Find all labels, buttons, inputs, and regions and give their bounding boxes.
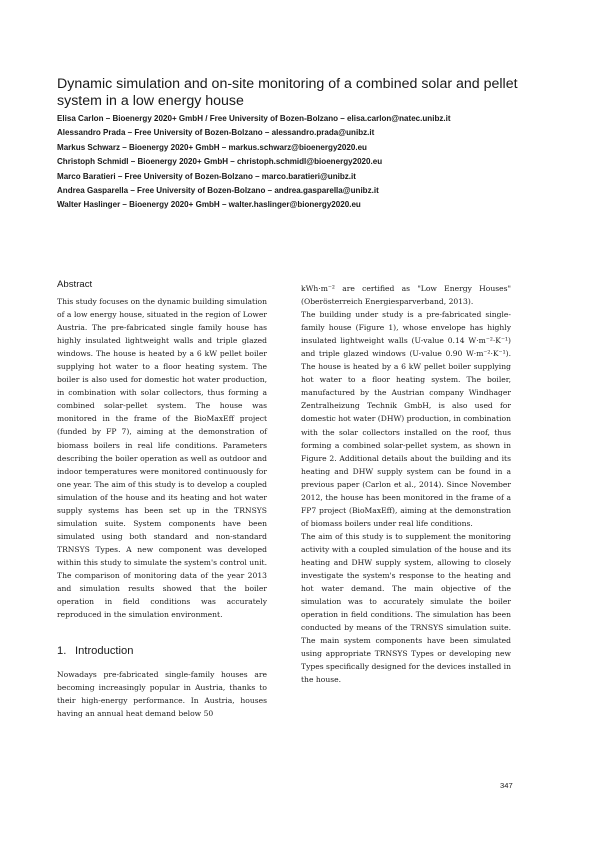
paragraph: The aim of this study is to supplement the monitoring activity with a coupled simulation of the house and its heating and DHW supply system, allowing to closely investigate the system's response to the heating and hot water demand. The main objective of the simulation was to accurately simulate the boiler operation in field conditions. The simulation has been conducted by means of the TRNSYS simulation suite. The main system components have been simulated using appropriate TRNSYS Types or developing new Types specifically designed for the devices installed in the house.	[301, 531, 511, 685]
section-number: 1.	[57, 645, 67, 657]
author-line: Christoph Schmidl – Bioenergy 2020+ GmbH – christoph.schmidl@bioenergy2020.eu	[57, 157, 383, 167]
author-line: Alessandro Prada – Free University of Bozen-Bolzano – alessandro.prada@unibz.it	[57, 128, 375, 138]
introduction-text: Nowadays pre-fabricated single-family houses are becoming increasingly popular in Austria, thanks to their high-energy performance. In Austria, houses having an annual heat demand below 50	[57, 670, 267, 719]
author-line: Walter Haslinger – Bioenergy 2020+ GmbH – walter.haslinger@bionergy2020.eu	[57, 200, 361, 210]
paragraph: The building under study is a pre-fabricated single-family house (Figure 1), whose envelope has highly insulated lightweight walls (U-value 0.14 W·m⁻²·K⁻¹) and triple glazed windows (U-value 0.90 W·m⁻²·K⁻¹). The house is heated by a 6 kW pellet boiler supplying hot water to a floor heating system. The boiler, manufactured by the Austrian company Windhager Zentralheizung Technik GmbH, is also used for domestic hot water (DHW) production, in combination with the solar collectors installed on the roof, thus forming a combined solar-pellet system, as shown in Figure 2. Additional details about the building and its heating and DHW supply system can be found in a previous paper (Carlon et al., 2014). Since November 2012, the house has been monitored in the frame of a FP7 project (BioMaxEff), aiming at the demonstration of biomass boilers under real life conditions.	[301, 310, 511, 528]
section-title: Introduction	[75, 645, 134, 657]
abstract-text: This study focuses on the dynamic building simulation of a low energy house, situated in the region of Lower Austria. The pre-fabricated single family house has highly insulated lightweight walls and triple glazed windows. The house is heated by a 6 kW pellet boiler supplying hot water to a floor heating system. The boiler is also used for domestic hot water production, in combination with solar collectors, thus forming a combined solar-pellet system. The house was monitored in the frame of the BioMaxEff project (funded by FP 7), aiming at the demonstration of biomass boilers in real life conditions. Parameters describing the boiler operation as well as outdoor and indoor temperatures were monitored continuously for one year. The aim of this study is to develop a coupled simulation of the house and its heating and hot water supply systems has been set up in the TRNSYS simulation suite. System components have been simulated using both standard and non-standard TRNSYS Types. A new component was developed within this study to simulate the system's control unit. The comparison of monitoring data of the year 2013 and simulation results showed that the boiler operation in field conditions was accurately reproduced in the simulation environment.	[57, 297, 267, 620]
page-number: 347	[500, 781, 513, 790]
author-line: Marco Baratieri – Free University of Bozen-Bolzano – marco.baratieri@unibz.it	[57, 171, 356, 181]
right-column	[301, 282, 511, 686]
paper-title: Dynamic simulation and on-site monitoring of a combined solar and pellet system in a low energy house	[57, 76, 518, 109]
author-list	[57, 112, 547, 213]
left-column	[57, 278, 267, 621]
introduction-text-block	[57, 668, 267, 720]
abstract-heading: Abstract	[57, 279, 93, 290]
author-line: Andrea Gasparella – Free University of Bozen-Bolzano – andrea.gasparella@unibz.it	[57, 186, 379, 196]
paragraph: kWh·m⁻² are certified as "Low Energy Houses" (Oberösterreich Energiesparverband, 2013).	[301, 284, 511, 307]
author-line: Markus Schwarz – Bioenergy 2020+ GmbH – markus.schwarz@bioenergy2020.eu	[57, 142, 367, 152]
introduction-heading	[57, 645, 133, 657]
author-line: Elisa Carlon – Bioenergy 2020+ GmbH / Free University of Bozen-Bolzano – elisa.carlon@natec.unibz.it	[57, 114, 451, 123]
